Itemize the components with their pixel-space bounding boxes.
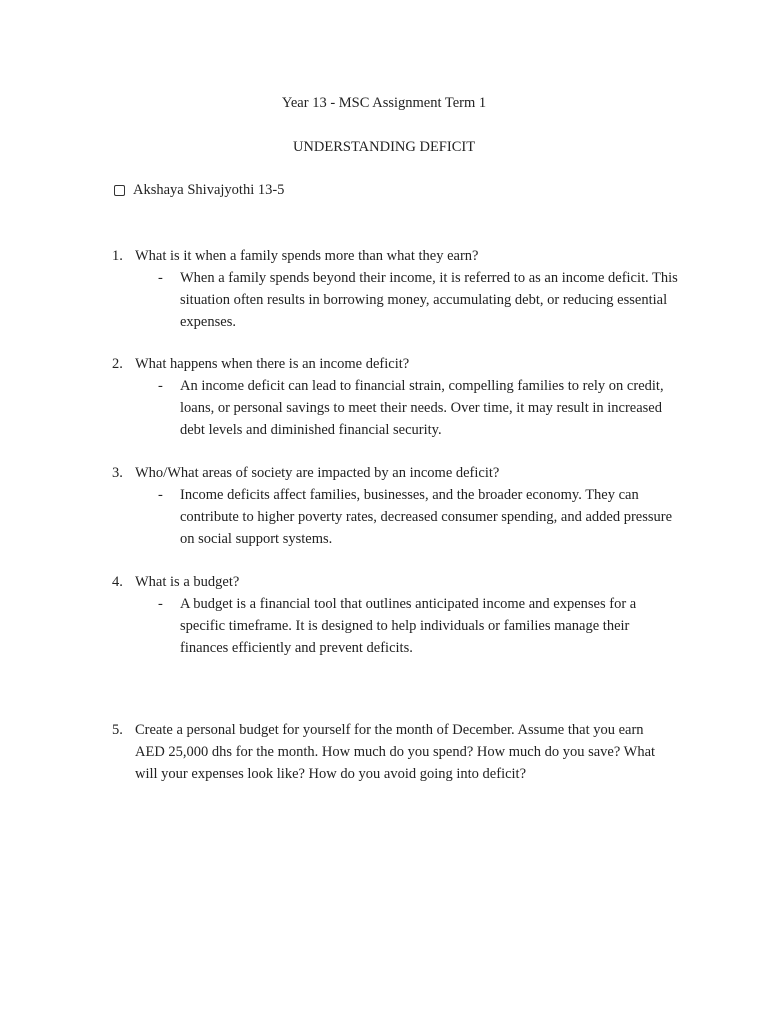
document-title: Year 13 - MSC Assignment Term 1 (281, 95, 487, 111)
document-subtitle: UNDERSTANDING DEFICIT (292, 139, 476, 155)
answer-text: When a family spends beyond their income, it is referred to as an income deficit. This situation often results in borrowing money, accumulating debt, or reducing essential expenses. (180, 270, 678, 330)
question-5 (0, 719, 768, 785)
answer-text: An income deficit can lead to financial strain, compelling families to rely on credit, loans, or personal savings to meet their needs. Over time, it may result in increased debt levels and diminished financial security. (180, 378, 664, 438)
question-3 (0, 462, 768, 550)
answer-text: A budget is a financial tool that outlines anticipated income and expenses for a specific timeframe. It is designed to help individuals or families manage their finances efficiently and prevent deficits. (180, 596, 637, 656)
question-number: 3. (112, 465, 123, 481)
question-text: What is a budget? (135, 574, 240, 590)
question-text: Create a personal budget for yourself for the month of December. Assume that you earn AED 25,000 dhs for the month. How much do you spend? How much do you save? What will your expenses look like? How do you avoid going into deficit? (135, 722, 656, 782)
answer-marker: - (158, 270, 163, 286)
checklist-item (114, 180, 284, 200)
answer-marker: - (158, 596, 163, 612)
question-number: 4. (112, 574, 123, 590)
question-text: Who/What areas of society are impacted by an income deficit? (135, 465, 500, 481)
question-text: What happens when there is an income deficit? (135, 356, 410, 372)
question-number: 2. (112, 356, 123, 372)
question-1 (0, 245, 768, 333)
question-number: 1. (112, 248, 123, 264)
checkbox-icon[interactable] (114, 185, 125, 196)
question-text: What is it when a family spends more than what they earn? (135, 248, 479, 264)
question-2 (0, 353, 768, 441)
checklist-label: Akshaya Shivajyothi 13-5 (133, 182, 285, 198)
answer-marker: - (158, 378, 163, 394)
question-4 (0, 571, 768, 659)
answer-text: Income deficits affect families, businesses, and the broader economy. They can contribute to higher poverty rates, decreased consumer spending, and added pressure on social support systems. (180, 487, 673, 547)
answer-marker: - (158, 487, 163, 503)
question-number: 5. (112, 722, 123, 738)
